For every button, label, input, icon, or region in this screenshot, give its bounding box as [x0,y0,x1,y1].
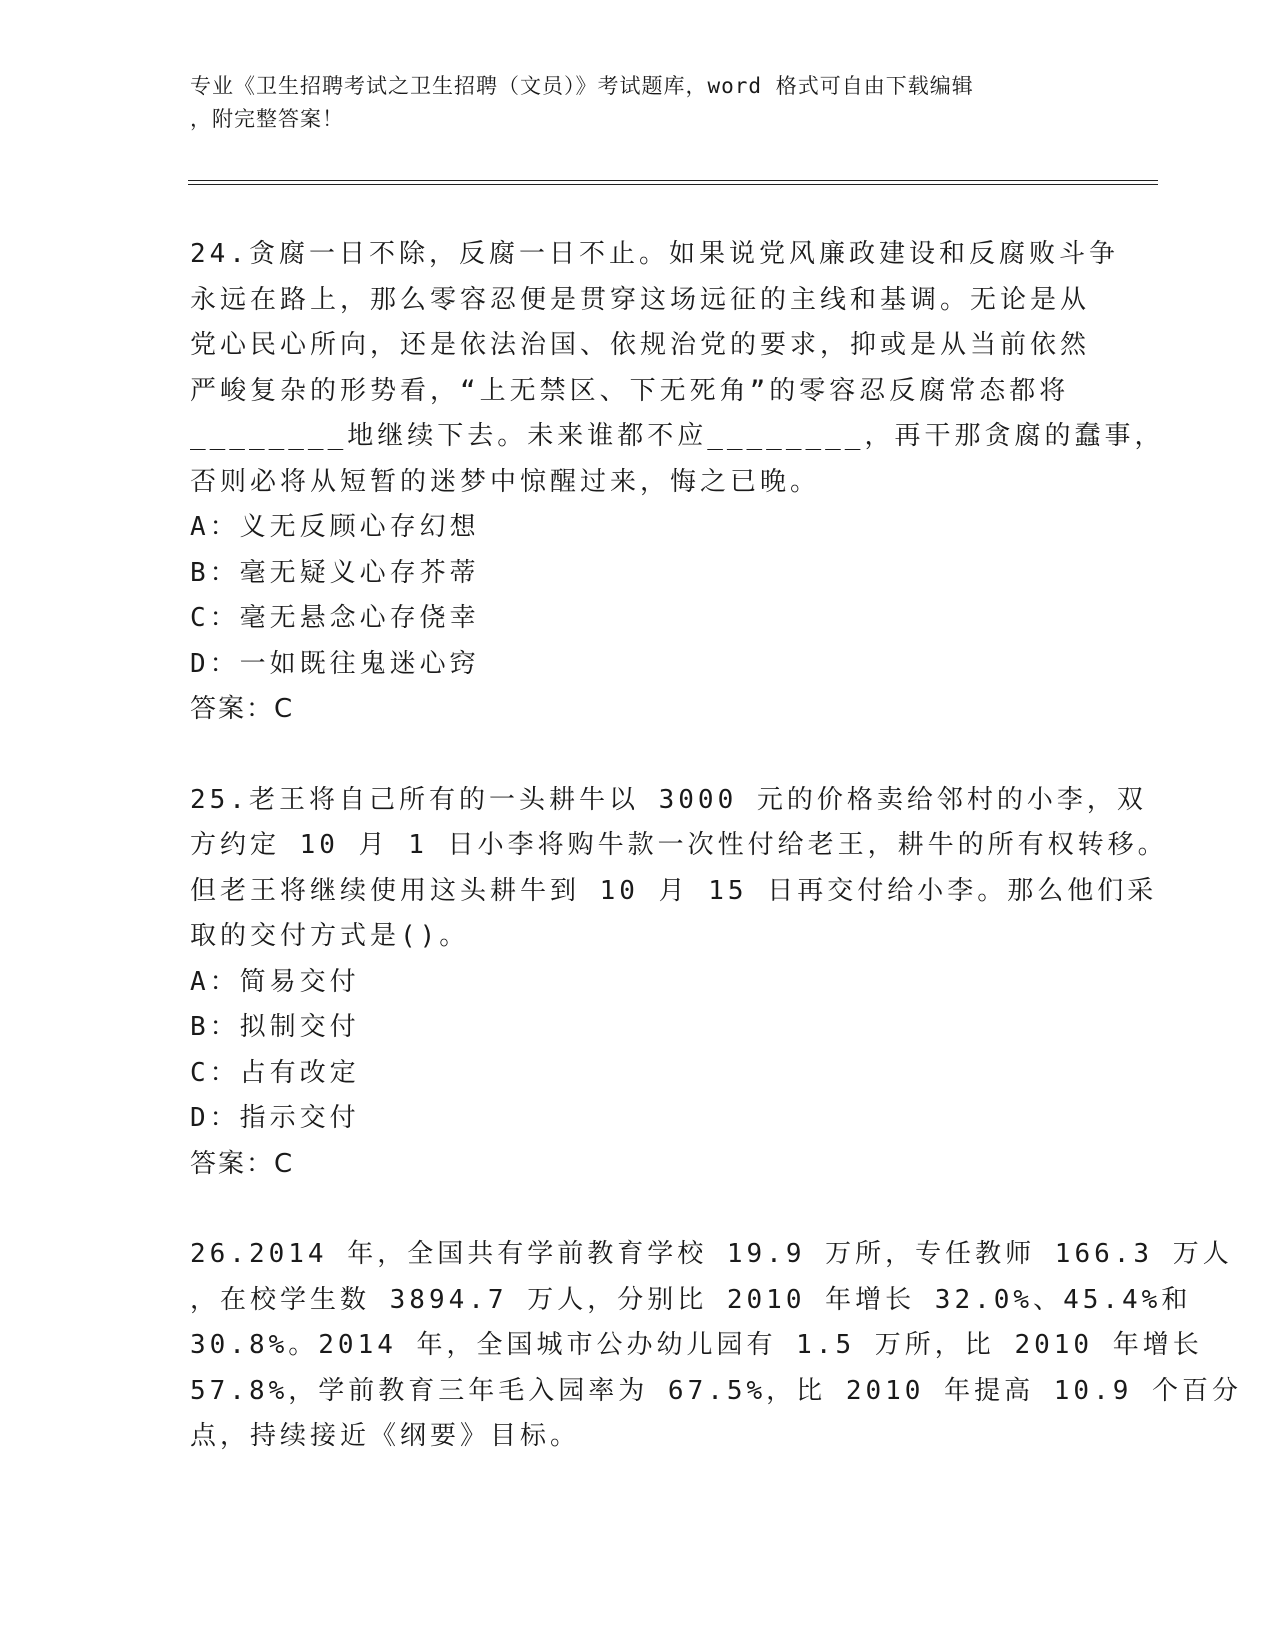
header-line-2: ，附完整答案！ [190,107,344,131]
page-header [190,70,1090,136]
spacer [190,1187,1090,1232]
question-line: 党心民心所向，还是依法治国、依规治党的要求，抑或是从当前依然 [190,330,1091,360]
question-26-stem [190,1232,1243,1460]
question-24-stem [190,232,1165,505]
question-line: 取的交付方式是()。 [190,921,470,951]
question-list [190,232,1243,1460]
question-25-option-d: D：指示交付 [190,1103,360,1133]
question-25-option-c: C：占有改定 [190,1057,360,1088]
question-line: 否则必将从短暂的迷梦中惊醒过来，悔之已晚。 [190,466,821,497]
question-line: 点，持续接近《纲要》目标。 [190,1421,581,1451]
header-divider-top [188,180,1158,181]
header-divider-bottom [188,184,1158,185]
question-line: 25.老王将自己所有的一头耕牛以 3000 元的价格卖给邻村的小李，双 [190,784,1147,815]
question-line: 永远在路上，那么零容忍便是贯穿这场远征的主线和基调。无论是从 [190,284,1091,315]
spacer [190,733,1090,778]
question-line: 26.2014 年，全国共有学前教育学校 19.9 万所，专任教师 166.3 万人 [190,1239,1233,1269]
question-line: 57.8%，学前教育三年毛入园率为 67.5%，比 2010 年提高 10.9 个百分 [190,1375,1243,1406]
question-25-option-a: A：简易交付 [190,966,360,997]
question-24-option-a: A：义无反顾心存幻想 [190,512,480,542]
question-24-answer: 答案：C [190,694,295,724]
question-24-option-b: B：毫无疑义心存芥蒂 [190,557,480,588]
question-24-option-c: C：毫无悬念心存侥幸 [190,603,480,633]
question-line: 30.8%。2014 年，全国城市公办幼儿园有 1.5 万所，比 2010 年增长 [190,1330,1203,1360]
question-line: ________地继续下去。未来谁都不应________，再干那贪腐的蠢事， [190,421,1165,451]
question-line: 方约定 10 月 1 日小李将购牛款一次性付给老王，耕牛的所有权转移。 [190,830,1168,860]
question-line: 但老王将继续使用这头耕牛到 10 月 15 日再交付给小李。那么他们采 [190,875,1158,906]
question-line: 24.贪腐一日不除，反腐一日不止。如果说党风廉政建设和反腐败斗争 [190,239,1119,269]
question-24-option-d: D：一如既往鬼迷心窍 [190,648,480,679]
question-line: ，在校学生数 3894.7 万人，分别比 2010 年增长 32.0%、45.4%和 [190,1284,1192,1315]
question-line: 严峻复杂的形势看，“上无禁区、下无死角”的零容忍反腐常态都将 [190,375,1070,406]
question-25-stem [190,778,1168,960]
question-25-answer: 答案：C [190,1148,295,1179]
header-line-1: 专业《卫生招聘考试之卫生招聘（文员）》考试题库，word 格式可自由下载编辑 [190,74,974,98]
question-25-option-b: B：拟制交付 [190,1012,360,1042]
